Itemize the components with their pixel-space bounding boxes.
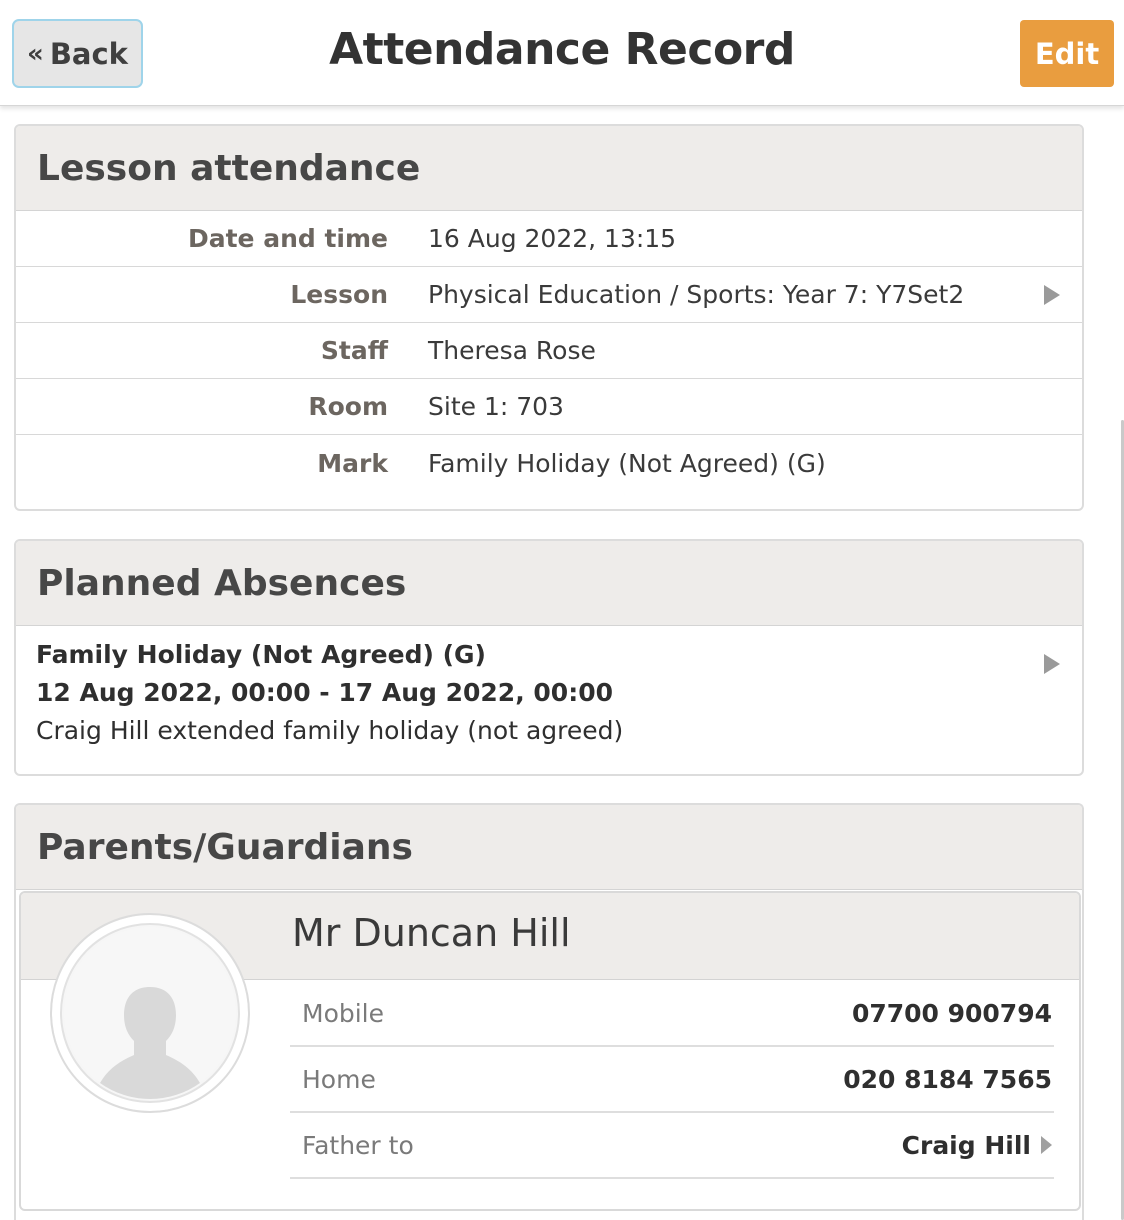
contact-details: [290, 981, 1054, 1179]
avatar: [50, 913, 250, 1113]
father-to-row[interactable]: [290, 1113, 1054, 1179]
room-value: Site 1: 703: [428, 392, 564, 421]
home-label: Home: [302, 1064, 376, 1094]
parents-guardians-panel: [14, 803, 1084, 1220]
room-label: Room: [308, 392, 388, 421]
chevron-right-icon[interactable]: [1044, 654, 1060, 674]
contact-card[interactable]: [19, 891, 1081, 1211]
staff-label: Staff: [320, 336, 388, 365]
contact-name: Mr Duncan Hill: [292, 911, 571, 955]
absence-period: 12 Aug 2022, 00:00 - 17 Aug 2022, 00:00: [36, 678, 613, 707]
mark-row: [16, 435, 1082, 491]
person-silhouette-icon: [52, 915, 248, 1111]
mobile-label: Mobile: [302, 998, 385, 1028]
lesson-attendance-panel: [14, 124, 1084, 511]
lesson-attendance-heading: Lesson attendance: [16, 126, 1082, 211]
home-row[interactable]: [290, 1047, 1054, 1113]
mark-label: Mark: [317, 448, 388, 478]
father-to-value: Craig Hill: [901, 1130, 1031, 1160]
absence-type: Family Holiday (Not Agreed) (G): [36, 640, 486, 669]
home-value[interactable]: 020 8184 7565: [843, 1064, 1052, 1094]
parents-guardians-heading: Parents/Guardians: [16, 805, 1082, 890]
back-button-label: Back: [49, 36, 128, 71]
mobile-value[interactable]: 07700 900794: [851, 998, 1052, 1028]
father-to-link[interactable]: [902, 1131, 1052, 1160]
chevron-right-icon: [1041, 1136, 1052, 1154]
father-to-label: Father to: [302, 1130, 414, 1160]
date-time-value: 16 Aug 2022, 13:15: [428, 224, 677, 253]
page-title: Attendance Record: [329, 24, 795, 75]
absence-item[interactable]: [16, 626, 1082, 750]
mark-value: Family Holiday (Not Agreed) (G): [428, 448, 826, 478]
edit-button[interactable]: Edit: [1020, 20, 1114, 87]
mobile-row[interactable]: [290, 981, 1054, 1047]
date-time-row: [16, 211, 1082, 267]
date-time-label: Date and time: [187, 224, 388, 253]
room-row: [16, 379, 1082, 435]
staff-row: [16, 323, 1082, 379]
lesson-value: Physical Education / Sports: Year 7: Y7Set2: [428, 280, 965, 309]
planned-absences-panel: [14, 539, 1084, 776]
staff-value: Theresa Rose: [428, 336, 596, 365]
lesson-row[interactable]: [16, 267, 1082, 323]
planned-absences-heading: Planned Absences: [16, 541, 1082, 626]
chevron-right-icon[interactable]: [1044, 285, 1060, 305]
absence-description: Craig Hill extended family holiday (not agreed): [36, 716, 624, 745]
top-bar: [0, 0, 1124, 106]
lesson-label: Lesson: [290, 280, 388, 309]
double-chevron-left-icon: «: [27, 38, 44, 69]
